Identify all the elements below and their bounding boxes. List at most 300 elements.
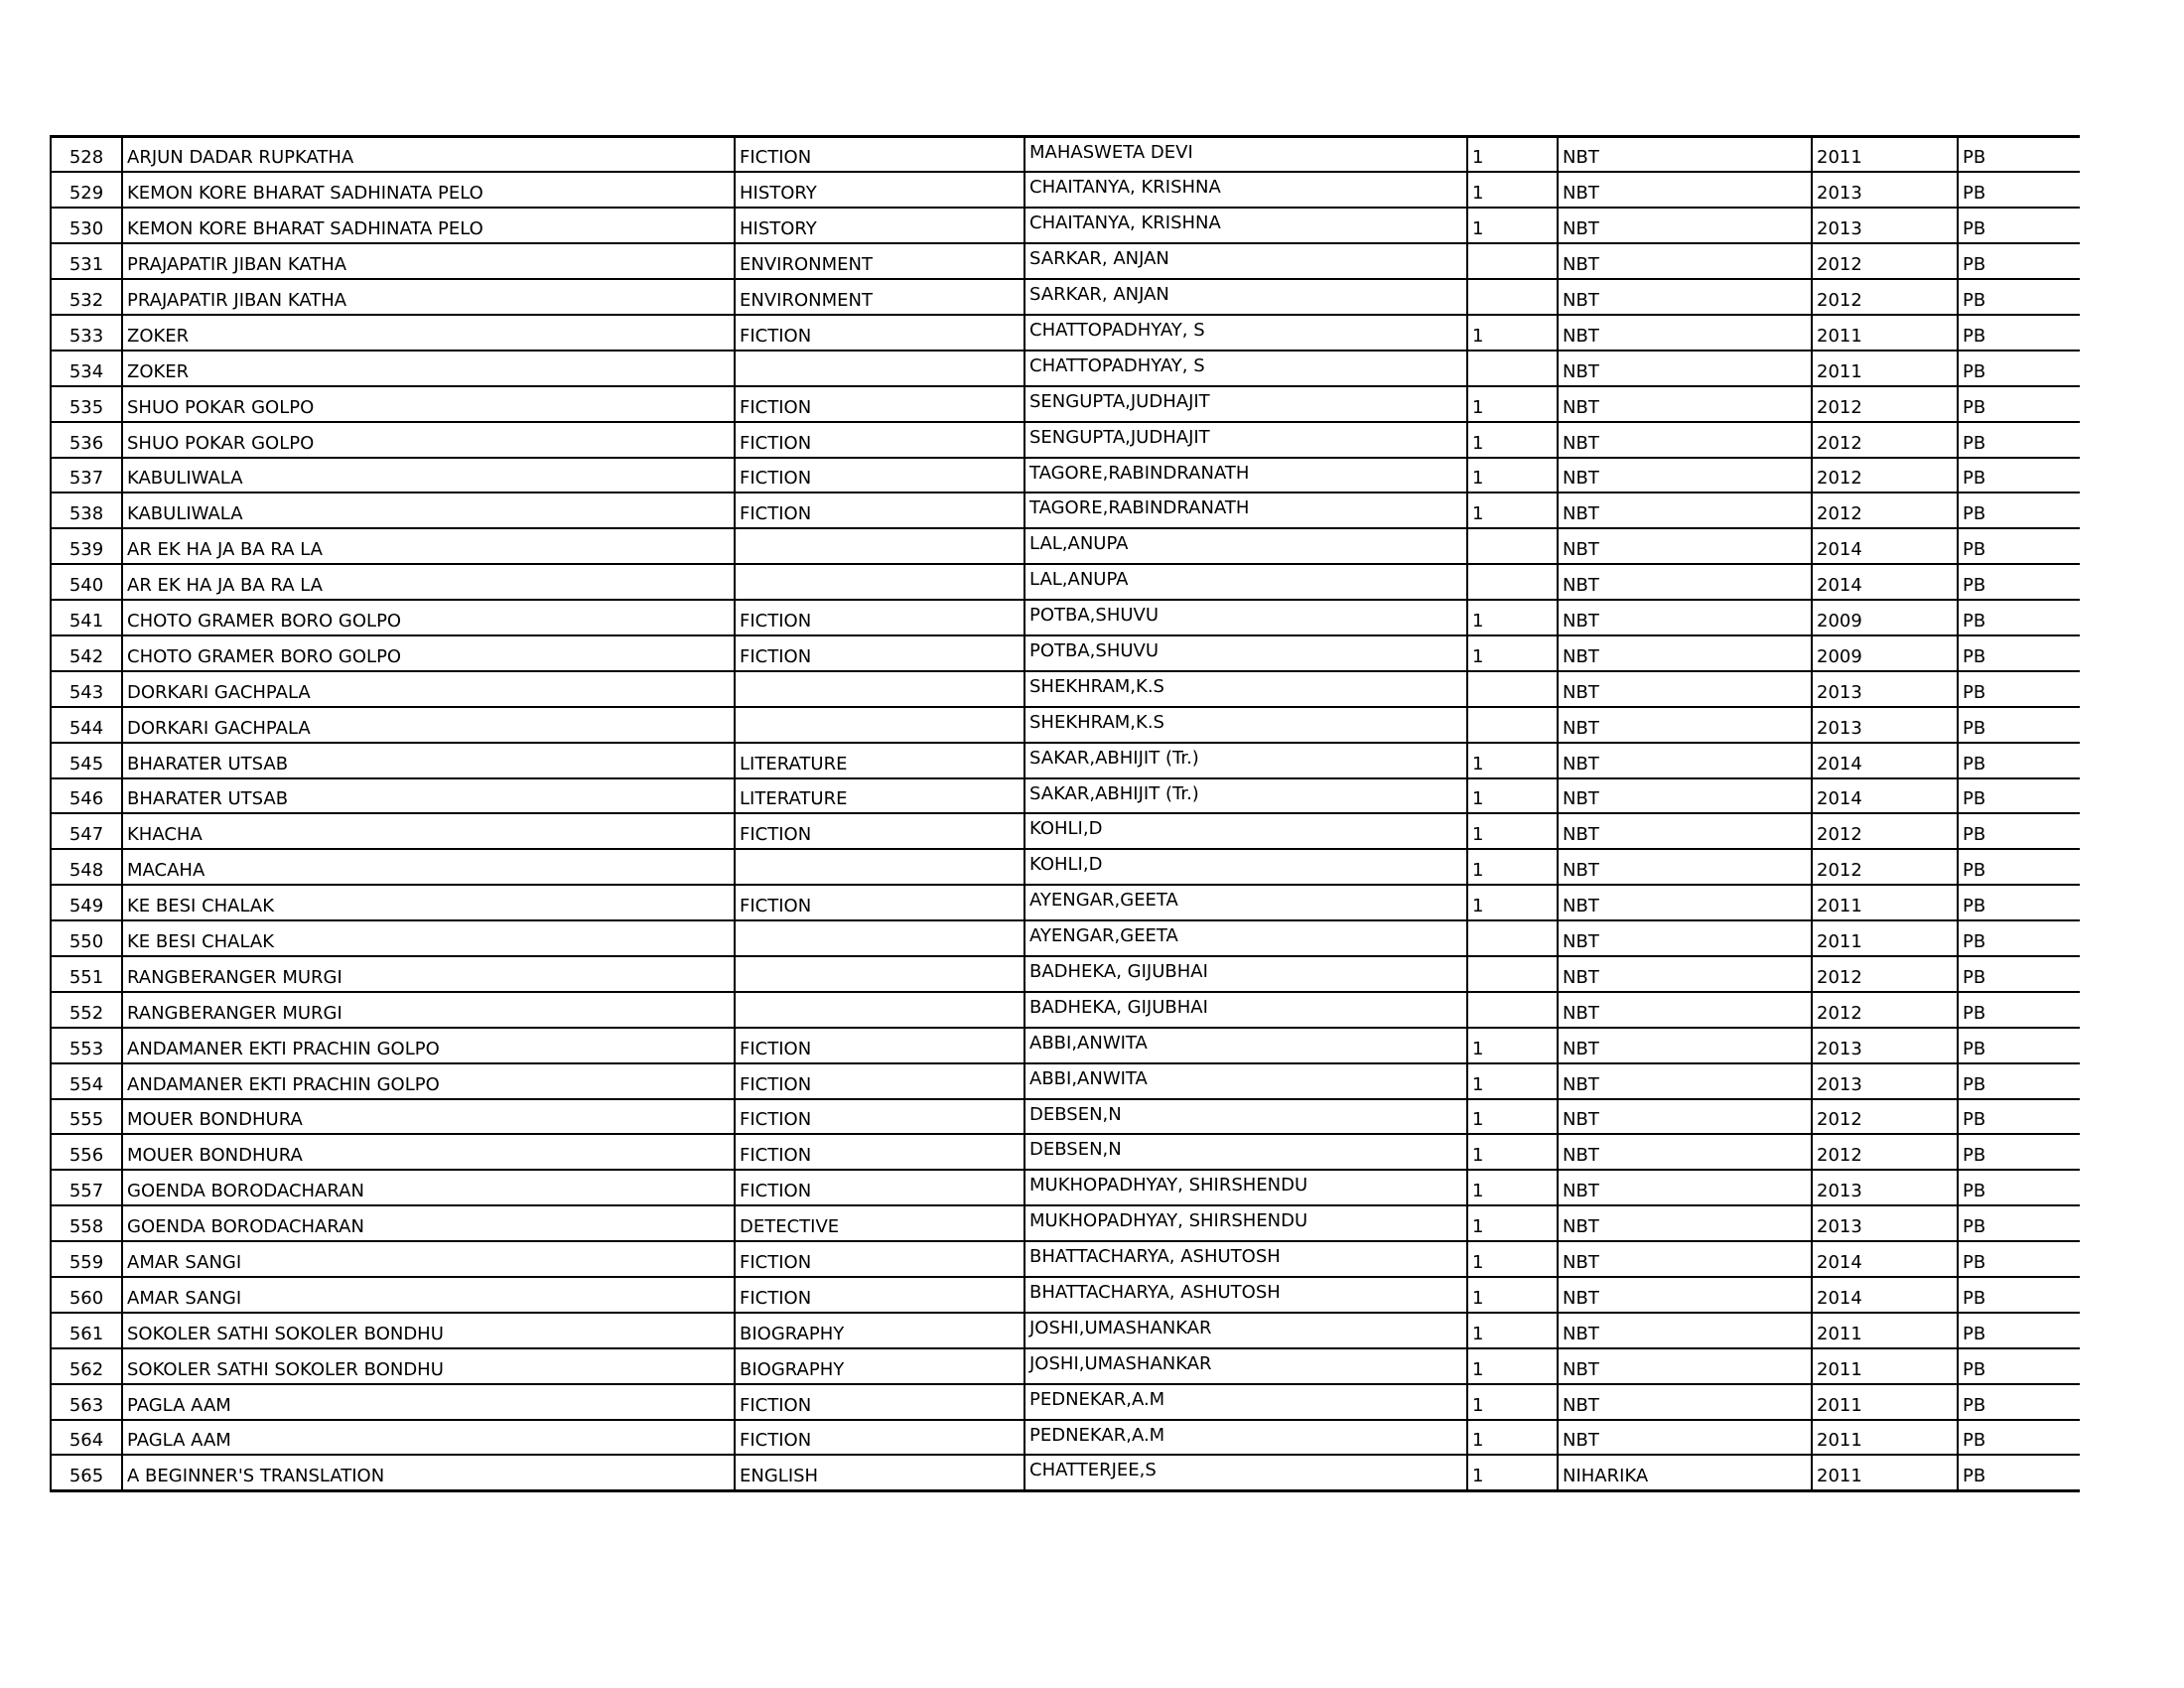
subject-cell: ENVIRONMENT <box>735 279 1024 315</box>
author-cell: SARKAR, ANJAN <box>1024 279 1467 315</box>
year-cell: 2012 <box>1812 849 1958 885</box>
table-row <box>51 813 2080 849</box>
serial-number-cell: 557 <box>51 1170 122 1205</box>
table-row <box>51 1134 2080 1170</box>
binding-cell: PB <box>1958 956 2080 992</box>
binding-cell: PB <box>1958 1348 2080 1384</box>
author-cell: CHATTOPADHYAY, S <box>1024 315 1467 351</box>
title-cell: SOKOLER SATHI SOKOLER BONDHU <box>122 1348 735 1384</box>
title-cell: AR EK HA JA BA RA LA <box>122 528 735 564</box>
table-row <box>51 1384 2080 1420</box>
serial-number-cell: 564 <box>51 1420 122 1456</box>
title-cell: SHUO POKAR GOLPO <box>122 422 735 458</box>
subject-cell: FICTION <box>735 1134 1024 1170</box>
binding-cell: PB <box>1958 1170 2080 1205</box>
author-cell: LAL,ANUPA <box>1024 564 1467 600</box>
subject-cell: FICTION <box>735 1028 1024 1063</box>
subject-cell <box>735 351 1024 386</box>
serial-number-cell: 535 <box>51 386 122 422</box>
table-row <box>51 1063 2080 1099</box>
year-cell: 2013 <box>1812 208 1958 243</box>
year-cell: 2014 <box>1812 743 1958 778</box>
serial-number-cell: 550 <box>51 920 122 956</box>
serial-number-cell: 529 <box>51 172 122 208</box>
subject-cell: FICTION <box>735 600 1024 635</box>
author-cell: CHAITANYA, KRISHNA <box>1024 172 1467 208</box>
author-cell: AYENGAR,GEETA <box>1024 885 1467 920</box>
author-cell: POTBA,SHUVU <box>1024 600 1467 635</box>
table-row <box>51 671 2080 707</box>
copies-cell: 1 <box>1467 386 1558 422</box>
copies-cell <box>1467 279 1558 315</box>
copies-cell <box>1467 351 1558 386</box>
table-row <box>51 1241 2080 1277</box>
table-row <box>51 137 2080 173</box>
author-cell: SARKAR, ANJAN <box>1024 243 1467 279</box>
serial-number-cell: 558 <box>51 1205 122 1241</box>
title-cell: KE BESI CHALAK <box>122 920 735 956</box>
subject-cell <box>735 992 1024 1028</box>
copies-cell <box>1467 671 1558 707</box>
binding-cell: PB <box>1958 1134 2080 1170</box>
author-cell: ABBI,ANWITA <box>1024 1028 1467 1063</box>
binding-cell: PB <box>1958 1313 2080 1348</box>
subject-cell: LITERATURE <box>735 778 1024 814</box>
table-row <box>51 172 2080 208</box>
title-cell: MOUER BONDHURA <box>122 1099 735 1135</box>
year-cell: 2013 <box>1812 1205 1958 1241</box>
year-cell: 2013 <box>1812 1028 1958 1063</box>
copies-cell: 1 <box>1467 1277 1558 1313</box>
serial-number-cell: 530 <box>51 208 122 243</box>
publisher-cell: NBT <box>1558 564 1812 600</box>
binding-cell: PB <box>1958 492 2080 528</box>
publisher-cell: NBT <box>1558 172 1812 208</box>
table-row <box>51 208 2080 243</box>
binding-cell: PB <box>1958 920 2080 956</box>
year-cell: 2011 <box>1812 920 1958 956</box>
binding-cell: PB <box>1958 1384 2080 1420</box>
subject-cell: FICTION <box>735 1420 1024 1456</box>
binding-cell: PB <box>1958 1277 2080 1313</box>
subject-cell: FICTION <box>735 1277 1024 1313</box>
serial-number-cell: 544 <box>51 707 122 743</box>
binding-cell: PB <box>1958 1420 2080 1456</box>
year-cell: 2013 <box>1812 707 1958 743</box>
author-cell: PEDNEKAR,A.M <box>1024 1420 1467 1456</box>
title-cell: AMAR SANGI <box>122 1277 735 1313</box>
publisher-cell: NBT <box>1558 137 1812 173</box>
subject-cell: FICTION <box>735 813 1024 849</box>
table-row <box>51 992 2080 1028</box>
copies-cell: 1 <box>1467 600 1558 635</box>
copies-cell: 1 <box>1467 1348 1558 1384</box>
serial-number-cell: 554 <box>51 1063 122 1099</box>
copies-cell <box>1467 920 1558 956</box>
serial-number-cell: 528 <box>51 137 122 173</box>
binding-cell: PB <box>1958 1063 2080 1099</box>
author-cell: AYENGAR,GEETA <box>1024 920 1467 956</box>
serial-number-cell: 533 <box>51 315 122 351</box>
serial-number-cell: 546 <box>51 778 122 814</box>
author-cell: JOSHI,UMASHANKAR <box>1024 1313 1467 1348</box>
serial-number-cell: 553 <box>51 1028 122 1063</box>
title-cell: ANDAMANER EKTI PRACHIN GOLPO <box>122 1028 735 1063</box>
year-cell: 2012 <box>1812 813 1958 849</box>
title-cell: KHACHA <box>122 813 735 849</box>
copies-cell: 1 <box>1467 492 1558 528</box>
binding-cell: PB <box>1958 315 2080 351</box>
subject-cell <box>735 849 1024 885</box>
author-cell: CHAITANYA, KRISHNA <box>1024 208 1467 243</box>
binding-cell: PB <box>1958 992 2080 1028</box>
publisher-cell: NBT <box>1558 707 1812 743</box>
publisher-cell: NBT <box>1558 1241 1812 1277</box>
subject-cell: FICTION <box>735 1170 1024 1205</box>
publisher-cell: NBT <box>1558 351 1812 386</box>
publisher-cell: NBT <box>1558 778 1812 814</box>
title-cell: KABULIWALA <box>122 492 735 528</box>
subject-cell <box>735 956 1024 992</box>
year-cell: 2011 <box>1812 1384 1958 1420</box>
author-cell: CHATTERJEE,S <box>1024 1455 1467 1490</box>
year-cell: 2011 <box>1812 1348 1958 1384</box>
publisher-cell: NBT <box>1558 635 1812 671</box>
title-cell: SHUO POKAR GOLPO <box>122 386 735 422</box>
table-row <box>51 243 2080 279</box>
year-cell: 2011 <box>1812 315 1958 351</box>
author-cell: BHATTACHARYA, ASHUTOSH <box>1024 1277 1467 1313</box>
author-cell: BADHEKA, GIJUBHAI <box>1024 992 1467 1028</box>
subject-cell: BIOGRAPHY <box>735 1313 1024 1348</box>
title-cell: KE BESI CHALAK <box>122 885 735 920</box>
author-cell: KOHLI,D <box>1024 849 1467 885</box>
title-cell: KEMON KORE BHARAT SADHINATA PELO <box>122 208 735 243</box>
serial-number-cell: 562 <box>51 1348 122 1384</box>
table-row <box>51 564 2080 600</box>
title-cell: KABULIWALA <box>122 458 735 493</box>
serial-number-cell: 531 <box>51 243 122 279</box>
copies-cell <box>1467 564 1558 600</box>
copies-cell: 1 <box>1467 885 1558 920</box>
subject-cell: FICTION <box>735 1384 1024 1420</box>
table-row <box>51 885 2080 920</box>
table-row <box>51 422 2080 458</box>
year-cell: 2012 <box>1812 492 1958 528</box>
title-cell: A BEGINNER'S TRANSLATION <box>122 1455 735 1490</box>
table-row <box>51 1170 2080 1205</box>
binding-cell: PB <box>1958 778 2080 814</box>
binding-cell: PB <box>1958 813 2080 849</box>
year-cell: 2013 <box>1812 172 1958 208</box>
binding-cell: PB <box>1958 1241 2080 1277</box>
binding-cell: PB <box>1958 849 2080 885</box>
serial-number-cell: 541 <box>51 600 122 635</box>
subject-cell: FICTION <box>735 422 1024 458</box>
copies-cell: 1 <box>1467 1313 1558 1348</box>
subject-cell: FICTION <box>735 386 1024 422</box>
copies-cell: 1 <box>1467 1241 1558 1277</box>
serial-number-cell: 545 <box>51 743 122 778</box>
publisher-cell: NBT <box>1558 671 1812 707</box>
copies-cell: 1 <box>1467 743 1558 778</box>
year-cell: 2012 <box>1812 422 1958 458</box>
copies-cell: 1 <box>1467 1384 1558 1420</box>
author-cell: SHEKHRAM,K.S <box>1024 671 1467 707</box>
serial-number-cell: 532 <box>51 279 122 315</box>
publisher-cell: NBT <box>1558 243 1812 279</box>
title-cell: AMAR SANGI <box>122 1241 735 1277</box>
title-cell: SOKOLER SATHI SOKOLER BONDHU <box>122 1313 735 1348</box>
serial-number-cell: 559 <box>51 1241 122 1277</box>
serial-number-cell: 556 <box>51 1134 122 1170</box>
catalog-body <box>51 137 2080 1491</box>
copies-cell <box>1467 528 1558 564</box>
book-catalog-table <box>50 135 2080 1492</box>
title-cell: BHARATER UTSAB <box>122 778 735 814</box>
subject-cell: ENVIRONMENT <box>735 243 1024 279</box>
publisher-cell: NBT <box>1558 492 1812 528</box>
subject-cell: HISTORY <box>735 172 1024 208</box>
copies-cell: 1 <box>1467 137 1558 173</box>
year-cell: 2012 <box>1812 1099 1958 1135</box>
serial-number-cell: 537 <box>51 458 122 493</box>
title-cell: AR EK HA JA BA RA LA <box>122 564 735 600</box>
author-cell: JOSHI,UMASHANKAR <box>1024 1348 1467 1384</box>
binding-cell: PB <box>1958 1028 2080 1063</box>
binding-cell: PB <box>1958 172 2080 208</box>
title-cell: DORKARI GACHPALA <box>122 671 735 707</box>
binding-cell: PB <box>1958 458 2080 493</box>
copies-cell <box>1467 707 1558 743</box>
publisher-cell: NBT <box>1558 885 1812 920</box>
title-cell: ARJUN DADAR RUPKATHA <box>122 137 735 173</box>
serial-number-cell: 539 <box>51 528 122 564</box>
copies-cell: 1 <box>1467 1063 1558 1099</box>
publisher-cell: NBT <box>1558 600 1812 635</box>
table-row <box>51 1028 2080 1063</box>
title-cell: PAGLA AAM <box>122 1384 735 1420</box>
binding-cell: PB <box>1958 279 2080 315</box>
author-cell: SENGUPTA,JUDHAJIT <box>1024 386 1467 422</box>
subject-cell: FICTION <box>735 635 1024 671</box>
serial-number-cell: 540 <box>51 564 122 600</box>
author-cell: LAL,ANUPA <box>1024 528 1467 564</box>
copies-cell: 1 <box>1467 1028 1558 1063</box>
copies-cell: 1 <box>1467 208 1558 243</box>
table-row <box>51 778 2080 814</box>
publisher-cell: NBT <box>1558 1384 1812 1420</box>
copies-cell: 1 <box>1467 1099 1558 1135</box>
author-cell: TAGORE,RABINDRANATH <box>1024 492 1467 528</box>
publisher-cell: NBT <box>1558 1170 1812 1205</box>
subject-cell <box>735 528 1024 564</box>
binding-cell: PB <box>1958 1205 2080 1241</box>
subject-cell: LITERATURE <box>735 743 1024 778</box>
publisher-cell: NBT <box>1558 849 1812 885</box>
binding-cell: PB <box>1958 707 2080 743</box>
year-cell: 2013 <box>1812 671 1958 707</box>
author-cell: CHATTOPADHYAY, S <box>1024 351 1467 386</box>
author-cell: MUKHOPADHYAY, SHIRSHENDU <box>1024 1205 1467 1241</box>
author-cell: BADHEKA, GIJUBHAI <box>1024 956 1467 992</box>
binding-cell: PB <box>1958 243 2080 279</box>
publisher-cell: NBT <box>1558 920 1812 956</box>
year-cell: 2011 <box>1812 1420 1958 1456</box>
subject-cell: BIOGRAPHY <box>735 1348 1024 1384</box>
year-cell: 2012 <box>1812 279 1958 315</box>
table-row <box>51 920 2080 956</box>
copies-cell: 1 <box>1467 635 1558 671</box>
year-cell: 2014 <box>1812 1277 1958 1313</box>
title-cell: GOENDA BORODACHARAN <box>122 1170 735 1205</box>
table-row <box>51 386 2080 422</box>
year-cell: 2014 <box>1812 1241 1958 1277</box>
binding-cell: PB <box>1958 600 2080 635</box>
year-cell: 2011 <box>1812 351 1958 386</box>
publisher-cell: NBT <box>1558 315 1812 351</box>
serial-number-cell: 536 <box>51 422 122 458</box>
year-cell: 2014 <box>1812 778 1958 814</box>
author-cell: MAHASWETA DEVI <box>1024 137 1467 173</box>
serial-number-cell: 548 <box>51 849 122 885</box>
table-row <box>51 635 2080 671</box>
title-cell: ZOKER <box>122 351 735 386</box>
publisher-cell: NBT <box>1558 992 1812 1028</box>
copies-cell: 1 <box>1467 172 1558 208</box>
binding-cell: PB <box>1958 208 2080 243</box>
table-row <box>51 1455 2080 1490</box>
serial-number-cell: 538 <box>51 492 122 528</box>
author-cell: SENGUPTA,JUDHAJIT <box>1024 422 1467 458</box>
table-row <box>51 279 2080 315</box>
subject-cell: FICTION <box>735 137 1024 173</box>
binding-cell: PB <box>1958 743 2080 778</box>
publisher-cell: NBT <box>1558 1028 1812 1063</box>
author-cell: SHEKHRAM,K.S <box>1024 707 1467 743</box>
year-cell: 2011 <box>1812 885 1958 920</box>
copies-cell: 1 <box>1467 315 1558 351</box>
table-row <box>51 492 2080 528</box>
publisher-cell: NBT <box>1558 743 1812 778</box>
title-cell: KEMON KORE BHARAT SADHINATA PELO <box>122 172 735 208</box>
title-cell: MOUER BONDHURA <box>122 1134 735 1170</box>
serial-number-cell: 542 <box>51 635 122 671</box>
table-row <box>51 707 2080 743</box>
copies-cell: 1 <box>1467 778 1558 814</box>
binding-cell: PB <box>1958 635 2080 671</box>
serial-number-cell: 547 <box>51 813 122 849</box>
title-cell: PAGLA AAM <box>122 1420 735 1456</box>
author-cell: BHATTACHARYA, ASHUTOSH <box>1024 1241 1467 1277</box>
binding-cell: PB <box>1958 528 2080 564</box>
subject-cell: FICTION <box>735 492 1024 528</box>
publisher-cell: NBT <box>1558 1313 1812 1348</box>
serial-number-cell: 551 <box>51 956 122 992</box>
copies-cell: 1 <box>1467 1205 1558 1241</box>
title-cell: CHOTO GRAMER BORO GOLPO <box>122 635 735 671</box>
publisher-cell: NBT <box>1558 1205 1812 1241</box>
author-cell: MUKHOPADHYAY, SHIRSHENDU <box>1024 1170 1467 1205</box>
publisher-cell: NBT <box>1558 1063 1812 1099</box>
year-cell: 2012 <box>1812 386 1958 422</box>
serial-number-cell: 561 <box>51 1313 122 1348</box>
serial-number-cell: 534 <box>51 351 122 386</box>
copies-cell: 1 <box>1467 849 1558 885</box>
binding-cell: PB <box>1958 351 2080 386</box>
serial-number-cell: 560 <box>51 1277 122 1313</box>
subject-cell: FICTION <box>735 1099 1024 1135</box>
subject-cell: DETECTIVE <box>735 1205 1024 1241</box>
publisher-cell: NBT <box>1558 1134 1812 1170</box>
year-cell: 2014 <box>1812 564 1958 600</box>
publisher-cell: NBT <box>1558 458 1812 493</box>
publisher-cell: NBT <box>1558 1420 1812 1456</box>
copies-cell <box>1467 992 1558 1028</box>
copies-cell: 1 <box>1467 813 1558 849</box>
binding-cell: PB <box>1958 885 2080 920</box>
copies-cell: 1 <box>1467 1420 1558 1456</box>
title-cell: BHARATER UTSAB <box>122 743 735 778</box>
table-row <box>51 743 2080 778</box>
subject-cell: FICTION <box>735 315 1024 351</box>
title-cell: RANGBERANGER MURGI <box>122 956 735 992</box>
serial-number-cell: 555 <box>51 1099 122 1135</box>
publisher-cell: NBT <box>1558 528 1812 564</box>
table-row <box>51 1277 2080 1313</box>
table-row <box>51 1205 2080 1241</box>
serial-number-cell: 543 <box>51 671 122 707</box>
serial-number-cell: 549 <box>51 885 122 920</box>
table-row <box>51 1313 2080 1348</box>
table-row <box>51 849 2080 885</box>
subject-cell: FICTION <box>735 885 1024 920</box>
subject-cell <box>735 707 1024 743</box>
table-row <box>51 351 2080 386</box>
copies-cell: 1 <box>1467 1455 1558 1490</box>
author-cell: PEDNEKAR,A.M <box>1024 1384 1467 1420</box>
table-row <box>51 1348 2080 1384</box>
year-cell: 2012 <box>1812 458 1958 493</box>
year-cell: 2011 <box>1812 1455 1958 1490</box>
copies-cell <box>1467 243 1558 279</box>
author-cell: SAKAR,ABHIJIT (Tr.) <box>1024 778 1467 814</box>
title-cell: CHOTO GRAMER BORO GOLPO <box>122 600 735 635</box>
year-cell: 2012 <box>1812 243 1958 279</box>
year-cell: 2012 <box>1812 1134 1958 1170</box>
title-cell: RANGBERANGER MURGI <box>122 992 735 1028</box>
serial-number-cell: 565 <box>51 1455 122 1490</box>
publisher-cell: NBT <box>1558 422 1812 458</box>
copies-cell: 1 <box>1467 1134 1558 1170</box>
year-cell: 2013 <box>1812 1170 1958 1205</box>
author-cell: DEBSEN,N <box>1024 1134 1467 1170</box>
binding-cell: PB <box>1958 1455 2080 1490</box>
title-cell: PRAJAPATIR JIBAN KATHA <box>122 243 735 279</box>
publisher-cell: NIHARIKA <box>1558 1455 1812 1490</box>
table-row <box>51 315 2080 351</box>
author-cell: TAGORE,RABINDRANATH <box>1024 458 1467 493</box>
binding-cell: PB <box>1958 671 2080 707</box>
year-cell: 2012 <box>1812 992 1958 1028</box>
subject-cell <box>735 920 1024 956</box>
publisher-cell: NBT <box>1558 1348 1812 1384</box>
year-cell: 2013 <box>1812 1063 1958 1099</box>
copies-cell: 1 <box>1467 422 1558 458</box>
year-cell: 2009 <box>1812 600 1958 635</box>
subject-cell <box>735 671 1024 707</box>
subject-cell: FICTION <box>735 1241 1024 1277</box>
